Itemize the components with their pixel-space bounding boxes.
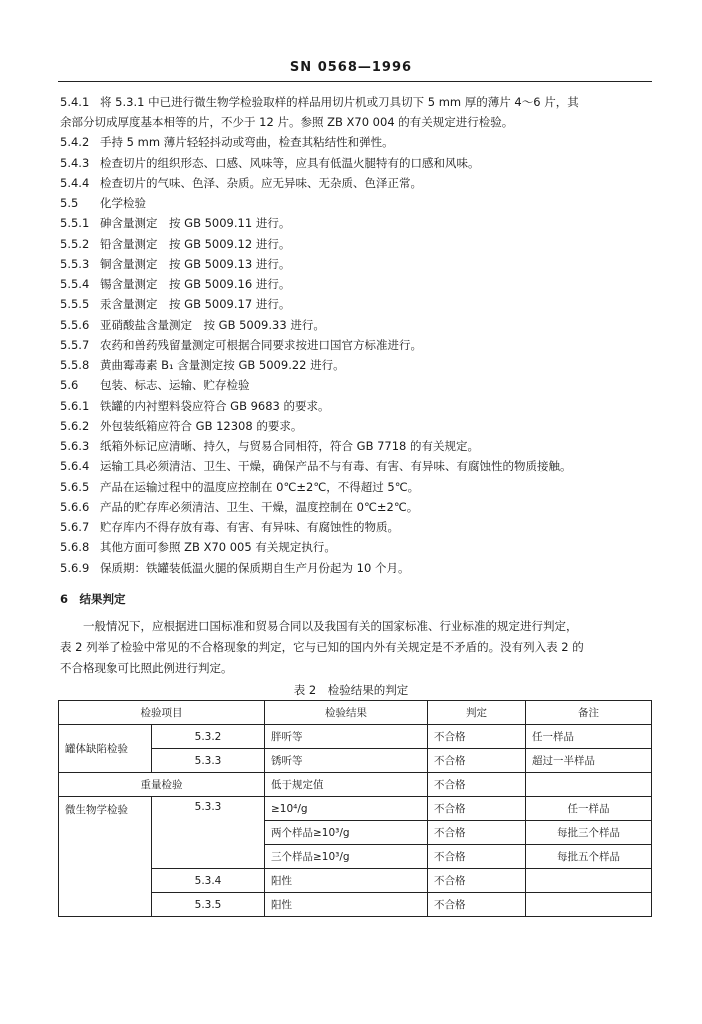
table-row <box>59 773 652 797</box>
cell-clause: 5.3.5 <box>152 893 265 917</box>
cell-phenomenon: 三个样品≥10³/g <box>265 845 428 869</box>
cell-phenomenon: 阳性 <box>265 893 428 917</box>
clause-5-6-5: 5.6.5 产品在运输过程中的温度应控制在 0℃±2℃，不得超过 5℃。 <box>60 480 420 494</box>
clause-5-4-1-cont: 余部分切成厚度基本相等的片，不少于 12 片。参照 ZB X70 004 的有关规定进行检验。 <box>60 115 514 129</box>
clause-5-4-1: 5.4.1 将 5.3.1 中已进行微生物学检验取样的样品用切片机或刀具切下 5 mm 厚的薄片 4～6 片，其 <box>60 95 579 109</box>
clause-5-4-2: 5.4.2 手持 5 mm 薄片轻轻抖动或弯曲，检查其粘结性和弹性。 <box>60 135 394 149</box>
clause-5-5-4: 5.5.4 锡含量测定 按 GB 5009.16 进行。 <box>60 277 291 291</box>
header-phenomenon: 检验结果 <box>265 701 428 725</box>
clause-5-4-4: 5.4.4 检查切片的气味、色泽、杂质。应无异味、无杂质、色泽正常。 <box>60 176 422 190</box>
table-row <box>59 725 652 749</box>
cell-clause: 5.3.3 <box>152 797 265 869</box>
cell-remark <box>526 893 652 917</box>
cell-remark: 每批三个样品 <box>526 821 652 845</box>
clause-5-6-7: 5.6.7 贮存库内不得存放有毒、有害、有异味、有腐蚀性的物质。 <box>60 520 399 534</box>
cell-item-can: 罐体缺陷检验 <box>59 725 152 773</box>
clause-5-5-8: 5.5.8 黄曲霉毒素 B₁ 含量测定按 GB 5009.22 进行。 <box>60 358 345 372</box>
cell-phenomenon: 胖听等 <box>265 725 428 749</box>
cell-remark: 每批五个样品 <box>526 845 652 869</box>
cell-phenomenon: 阳性 <box>265 869 428 893</box>
clause-5-6-1: 5.6.1 铁罐的内衬塑料袋应符合 GB 9683 的要求。 <box>60 399 330 413</box>
cell-phenomenon: ≥10⁴/g <box>265 797 428 821</box>
page-header: SN 0568—1996 <box>289 60 413 75</box>
clause-5-6-8: 5.6.8 其他方面可参照 ZB X70 005 有关规定执行。 <box>60 540 336 554</box>
header-rule <box>58 81 652 82</box>
clause-5-5-1: 5.5.1 砷含量测定 按 GB 5009.11 进行。 <box>60 216 291 230</box>
cell-phenomenon: 两个样品≥10³/g <box>265 821 428 845</box>
cell-judgement: 不合格 <box>428 773 526 797</box>
cell-clause: 5.3.2 <box>152 725 265 749</box>
cell-judgement: 不合格 <box>428 845 526 869</box>
clause-5-4-3: 5.4.3 检查切片的组织形态、口感、风味等，应具有低温火腿特有的口感和风味。 <box>60 156 480 170</box>
clause-5-5-7: 5.5.7 农药和兽药残留量测定可根据合同要求按进口国官方标准进行。 <box>60 338 422 352</box>
clause-5-5-6: 5.5.6 亚硝酸盐含量测定 按 GB 5009.33 进行。 <box>60 318 325 332</box>
cell-remark <box>526 869 652 893</box>
clause-5-5-5: 5.5.5 汞含量测定 按 GB 5009.17 进行。 <box>60 297 291 311</box>
table-caption: 表 2 检验结果的判定 <box>293 683 409 697</box>
cell-judgement: 不合格 <box>428 821 526 845</box>
clause-5-6-6: 5.6.6 产品的贮存库必须清洁、卫生、干燥，温度控制在 0℃±2℃。 <box>60 500 419 514</box>
header-item: 检验项目 <box>59 701 265 725</box>
cell-clause: 5.3.4 <box>152 869 265 893</box>
cell-phenomenon: 锈听等 <box>265 749 428 773</box>
cell-remark: 任一样品 <box>526 725 652 749</box>
header-remark: 备注 <box>526 701 652 725</box>
cell-clause: 5.3.3 <box>152 749 265 773</box>
cell-item-micro: 微生物学检验 <box>59 797 152 917</box>
clause-5-5: 5.5 化学检验 <box>60 196 146 210</box>
cell-phenomenon: 低于规定值 <box>265 773 428 797</box>
clause-5-6: 5.6 包装、标志、运输、贮存检验 <box>60 378 250 392</box>
header-judgement: 判定 <box>428 701 526 725</box>
section-6-heading: 6 结果判定 <box>60 592 126 606</box>
clause-5-6-9: 5.6.9 保质期：铁罐装低温火腿的保质期自生产月份起为 10 个月。 <box>60 561 410 575</box>
clause-5-6-3: 5.6.3 纸箱外标记应清晰、持久，与贸易合同相符，符合 GB 7718 的有关规定。 <box>60 439 480 453</box>
table-row <box>59 797 652 821</box>
cell-judgement: 不合格 <box>428 725 526 749</box>
result-table <box>58 700 652 917</box>
cell-judgement: 不合格 <box>428 869 526 893</box>
section-6-para-line1: 一般情况下，应根据进口国标准和贸易合同以及我国有关的国家标准、行业标准的规定进行判定， <box>83 619 578 633</box>
section-6-para-line3: 不合格现象可比照此例进行判定。 <box>60 661 233 675</box>
cell-remark <box>526 773 652 797</box>
cell-judgement: 不合格 <box>428 749 526 773</box>
clause-5-5-3: 5.5.3 铜含量测定 按 GB 5009.13 进行。 <box>60 257 291 271</box>
cell-judgement: 不合格 <box>428 893 526 917</box>
clause-5-6-2: 5.6.2 外包装纸箱应符合 GB 12308 的要求。 <box>60 419 303 433</box>
cell-remark: 任一样品 <box>526 797 652 821</box>
cell-remark: 超过一半样品 <box>526 749 652 773</box>
table-header-row <box>59 701 652 725</box>
section-6-para-line2: 表 2 列举了检验中常见的不合格现象的判定，它与已知的国内外有关规定是不矛盾的。没有列入表 2 的 <box>60 640 584 654</box>
clause-5-5-2: 5.5.2 铅含量测定 按 GB 5009.12 进行。 <box>60 237 291 251</box>
clause-5-6-4: 5.6.4 运输工具必须清洁、卫生、干燥，确保产品不与有毒、有害、有异味、有腐蚀性的物质接触。 <box>60 459 572 473</box>
cell-judgement: 不合格 <box>428 797 526 821</box>
cell-item-weight: 重量检验 <box>59 773 265 797</box>
